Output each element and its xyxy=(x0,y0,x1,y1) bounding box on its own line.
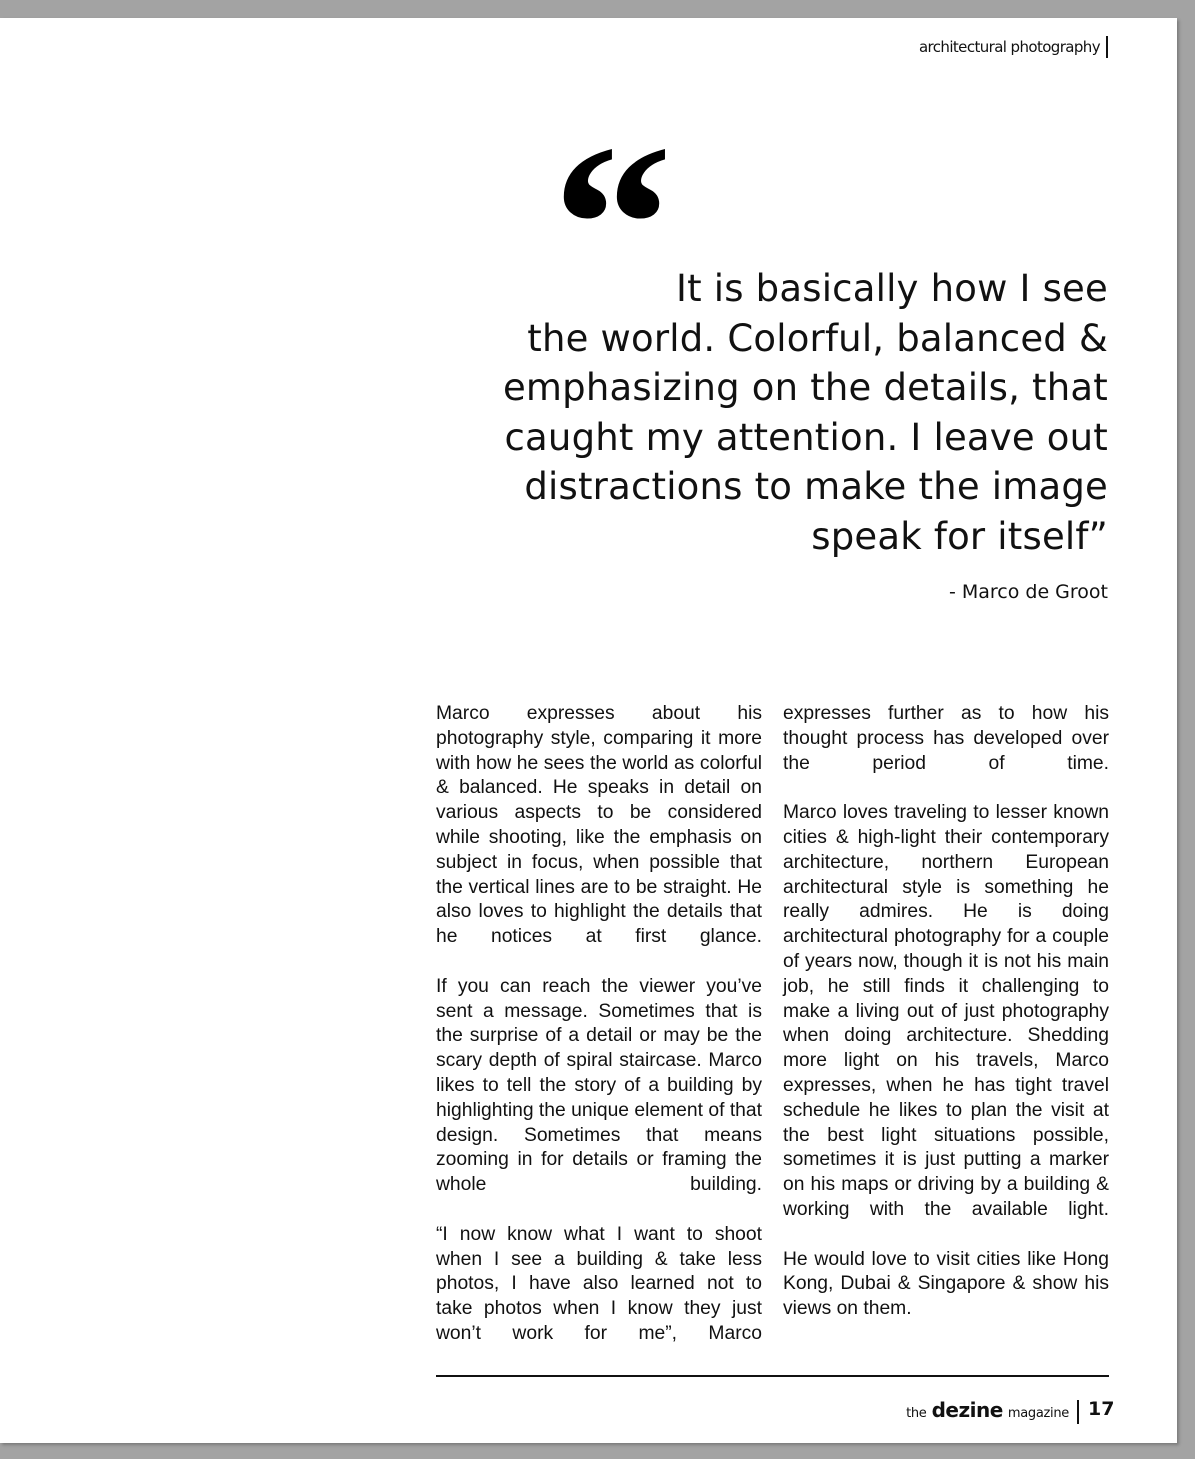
article-column-right xyxy=(783,702,1109,1347)
quote-mark-icon: “ xyxy=(552,97,673,352)
quote-author: - Marco de Groot xyxy=(948,581,1108,603)
article-paragraph: Marco expresses about his photography style, comparing it more with how he sees the world as colorful & balanced. He speaks in detail on various aspects to be considered while shooting, like the emphasis on subject in focus, when possible that the vertical lines are to be straight. He also loves to highlight the details that he notices at first glance. xyxy=(436,703,762,948)
magazine-brand xyxy=(906,1398,1069,1422)
brand-suffix: magazine xyxy=(1007,1406,1069,1421)
article-paragraph: He would love to visit cities like Hong Kong, Dubai & Singapore & show his views on them. xyxy=(783,1248,1109,1320)
pull-quote-line: It is basically how I see xyxy=(675,267,1108,310)
brand-name: dezine xyxy=(931,1398,1003,1422)
pull-quote-line: speak for itself” xyxy=(811,514,1108,558)
article-paragraph: Marco loves traveling to lesser known cities & high-light their contemporary architecture, northern European architectural style is something he really admires. He is doing architectural photography for a couple of years now, though it is not his main job, he still finds it challenging to make a living out of just photography when doing architecture. Shedding more light on his travels, Marco expresses, when he has tight travel schedule he likes to plan the visit at the best light situations possible, sometimes it is just putting a marker on his maps or driving by a building & working with the available light. xyxy=(783,802,1109,1220)
page-number: 17 xyxy=(1088,1398,1115,1420)
article-paragraph: If you can reach the viewer you’ve sent a message. Sometimes that is the surprise of a detail or may be the scary depth of spiral staircase. Marco likes to tell the story of a building by highlighting the unique element of that design. Sometimes that means zooming in for details or framing the whole building. xyxy=(436,975,762,1196)
section-divider xyxy=(1106,36,1108,58)
pull-quote-line: distractions to make the image xyxy=(524,465,1108,509)
article-paragraph: “I now know what I want to shoot when I see a building & take less photos, I have also learned not to take photos when I know they just won’t work for me”, Marco xyxy=(436,1223,762,1344)
pull-quote xyxy=(408,264,1108,562)
section-label: architectural photography xyxy=(918,38,1100,56)
footer-separator xyxy=(1077,1400,1079,1424)
pull-quote-line: the world. Colorful, balanced & xyxy=(527,316,1108,360)
pull-quote-line: emphasizing on the details, that xyxy=(502,366,1108,410)
article-paragraph: expresses further as to how his thought process has developed over the period of time. xyxy=(783,703,1109,774)
magazine-page xyxy=(0,18,1177,1443)
brand-prefix: the xyxy=(906,1406,927,1421)
pull-quote-line: caught my attention. I leave out xyxy=(504,415,1108,459)
article-column-left xyxy=(436,702,762,1372)
footer-divider xyxy=(436,1375,1109,1377)
